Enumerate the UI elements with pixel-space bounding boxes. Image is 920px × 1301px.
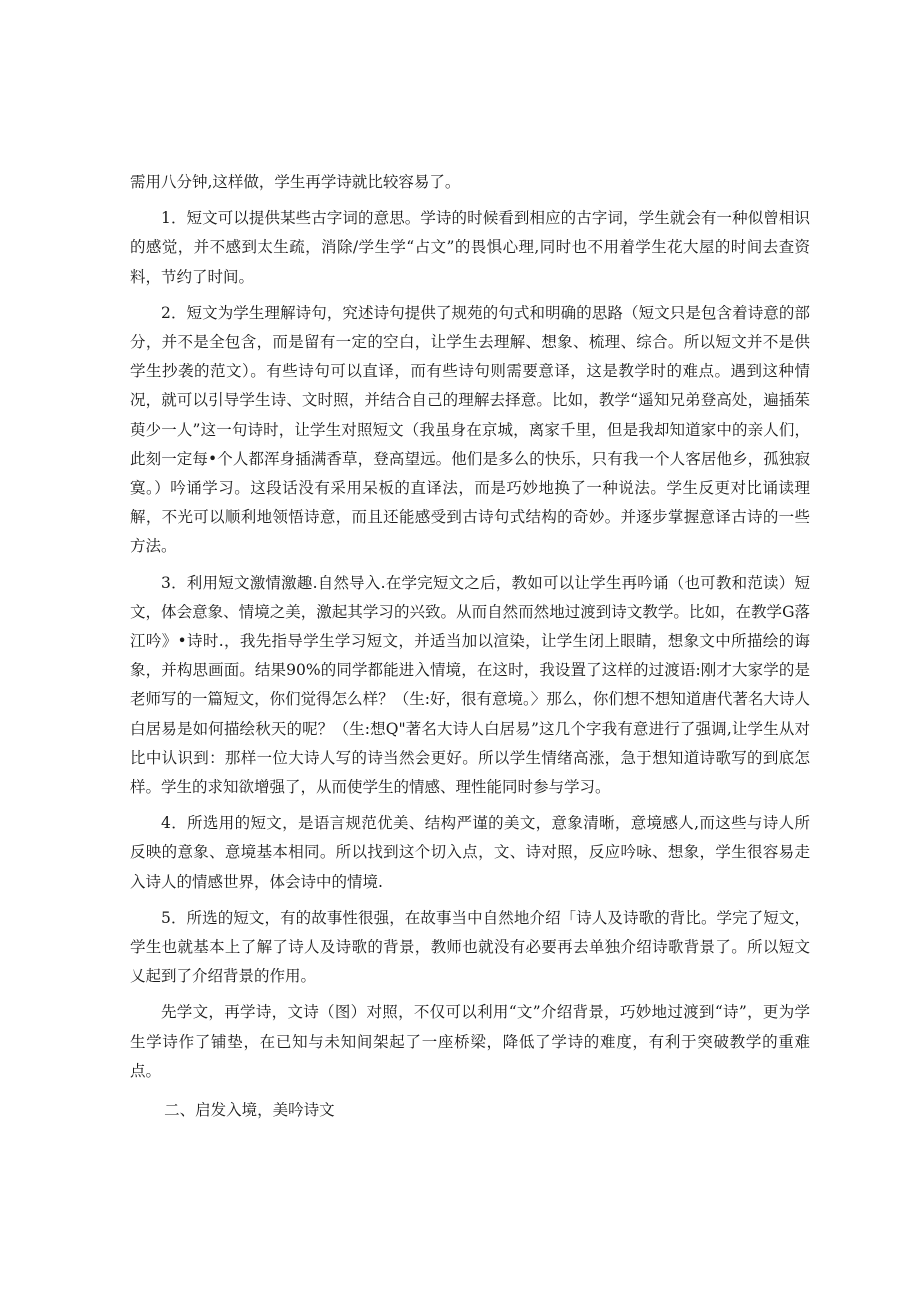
section-heading: 二、启发入境，美吟诗文 — [164, 1101, 335, 1120]
paragraph-continuation: 需用八分钟,这样做，学生再学诗就比较容易了。 — [130, 173, 461, 191]
paragraph-point-2: 2．短文为学生理解诗句，究述诗句提供了规苑的句式和明确的思路（短文只是包含着诗意的部分，并不是全包含，而是留有一定的空白，让学生去理解、想象、梳理、综合。所以短文并不是供学生抄袭的范文）。有些诗句可以直译，而有些诗句则需要意译，这是教学时的难点。遇到这种情况，就可以引导学生诗、文时照，并结合自己的理解去择意。比如，教学“遥知兄弟登高处，遍插茱萸少一人”这一句诗时，让学生对照短文（我虽身在京城，离家千里，但是我却知道家中的亲人们，此刻一定每•个人都浑身插满香草，登高望远。他们是多么的快乐，只有我一个人客居他乡，孤独寂寞。）吟诵学习。这段话没有采用呆板的直译法，而是巧妙地换了一种说法。学生反更对比诵读理解，不光可以顺利地领悟诗意，而且还能感受到古诗句式结构的奇妙。并逐步掌握意译古诗的一些方法。 — [130, 303, 810, 556]
document-body — [130, 168, 810, 1132]
paragraph-summary: 先学文，再学诗，文诗（图）对照，不仅可以利用“文”介绍背景，巧妙地过渡到“诗”，更为学生学诗作了铺垫，在已知与未知间架起了一座桥梁，降低了学诗的难度，有利于突破教学的重难点。 — [130, 1003, 810, 1080]
paragraph-point-1: 1．短文可以提供某些古字词的意思。学诗的时候看到相应的古字词，学生就会有一种似曾相识的感觉，并不感到太生疏，消除/学生学“占文”的畏惧心理,同时也不用着学生花大屋的时间去查资料，节约了时间。 — [130, 209, 810, 286]
paragraph-point-3: 3．利用短文激情激趣.自然导入.在学完短文之后，教如可以让学生再吟诵（也可教和范读）短文，体会意象、情境之美，激起其学习的兴致。从而自然而然地过渡到诗文教学。比如，在教学G落江吟》•诗时.，我先指导学生学习短文，并适当加以渲染，让学生闭上眼睛，想象文中所描绘的诲象，并构思画面。结果90%的同学都能进入情境，在这时，我设置了这样的过渡语:刚才大家学的是老师写的一篇短文，你们觉得怎么样？（生:好，很有意境。〉那么，你们想不想知道唐代著名大诗人白居易是如何描绘秋天的呢？（生:想Q"著名大诗人白居易”这几个字我有意进行了强调,让学生从对比中认识到：那样一位大诗人写的诗当然会更好。所以学生情绪高涨，急于想知道诗歌写的到底怎样。学生的求知欲增强了，从而使学生的情感、理性能同时参与学习。 — [130, 573, 810, 797]
paragraph-point-4: 4．所选用的短文，是语言规范优美、结构严谨的美文，意象清晰，意境感人,而这些与诗人所反映的意象、意境基本相同。所以找到这个切入点，文、诗对照，反应吟咏、想象，学生很容易走入诗人的情感世界，体会诗中的情境. — [130, 814, 810, 891]
paragraph-point-5: 5．所选的短文，有的故事性很强，在故事当中自然地介绍「诗人及诗歌的背比。学完了短文，学生也就基本上了解了诗人及诗歌的背景，教师也就没有必要再去单独介绍诗歌背景了。所以短文乂起到了介绍背景的作用。 — [130, 908, 810, 986]
